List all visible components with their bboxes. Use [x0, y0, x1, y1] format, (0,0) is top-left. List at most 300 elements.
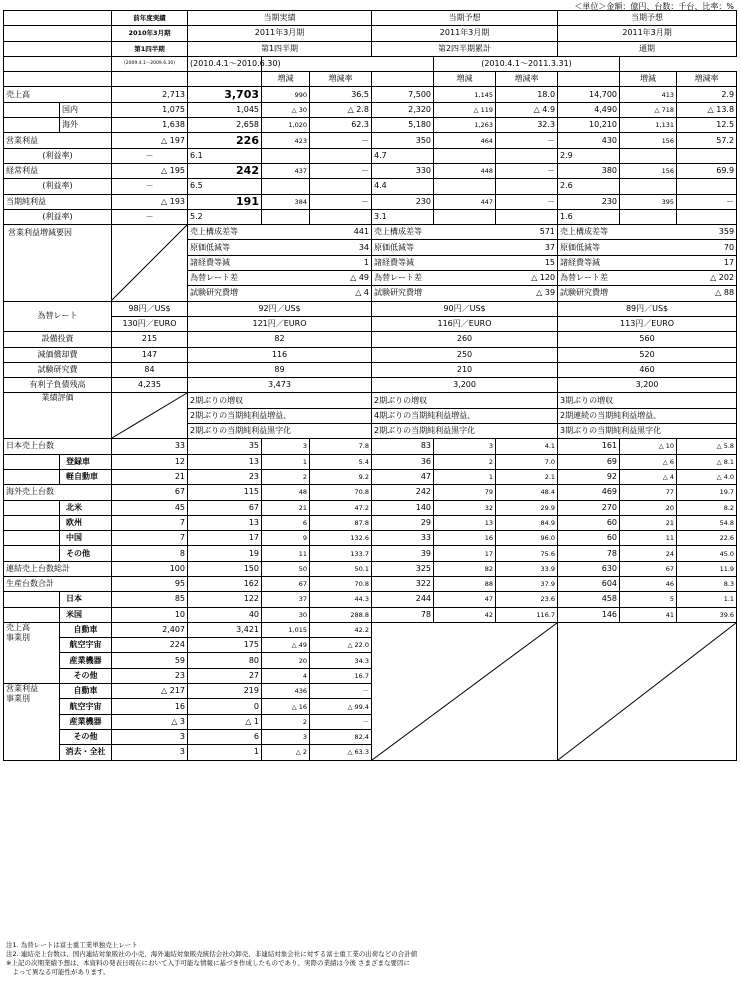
table-row	[4, 592, 737, 607]
units-current-change: 30	[262, 607, 310, 622]
factor-label: 原価低減等	[374, 242, 415, 252]
table-row	[4, 378, 737, 393]
value-current-change: △ 30	[262, 102, 310, 117]
factor-h1	[372, 255, 558, 270]
units-h1-rate: 96.0	[496, 531, 558, 546]
value-h1: 2,320	[372, 102, 434, 117]
table-cell	[496, 209, 558, 224]
table-row	[4, 439, 737, 454]
indent	[4, 531, 60, 546]
units-prev: 45	[112, 500, 188, 515]
table-row	[4, 26, 737, 41]
segment-current-rate: △ 63.3	[310, 745, 372, 760]
row-label-net-income: 当期純利益	[4, 194, 112, 209]
segment-prev: △ 217	[112, 684, 188, 699]
segment-item: 自動車	[60, 684, 112, 699]
units-prev: 10	[112, 607, 188, 622]
indent	[4, 515, 60, 530]
value-current: 226	[188, 133, 262, 148]
units-h1: 29	[372, 515, 434, 530]
factor-value: 441	[353, 227, 370, 237]
table-row	[4, 454, 737, 469]
header-blank	[112, 72, 188, 87]
header-fy-change: 増減	[620, 72, 677, 87]
table-row	[4, 72, 737, 87]
diagonal-line	[112, 225, 187, 300]
row-label-factors	[4, 225, 112, 301]
units-h1-change: 1	[434, 469, 496, 484]
units-h1-rate: 7.0	[496, 454, 558, 469]
header-h1-forecast: 2011年3月期	[372, 26, 558, 41]
header-prev: 第1四半期	[112, 41, 188, 56]
header-blank	[4, 72, 112, 87]
segment-current-rate: －	[310, 714, 372, 729]
value-fy-rate: 69.9	[677, 163, 737, 178]
margin-h1: 3.1	[372, 209, 434, 224]
debt-current: 3,473	[188, 378, 372, 393]
units-current-rate: 70.8	[310, 576, 372, 591]
units-h1: 78	[372, 607, 434, 622]
value-h1-rate: －	[496, 133, 558, 148]
units-h1-change: 13	[434, 515, 496, 530]
rnd-fy: 460	[558, 362, 737, 377]
table-cell	[262, 148, 310, 163]
segment-current: 27	[188, 668, 262, 683]
value-current: 191	[188, 194, 262, 209]
units-h1-rate: 75.6	[496, 546, 558, 561]
value-h1-change: △ 119	[434, 102, 496, 117]
units-h1-change: 16	[434, 531, 496, 546]
factor-h1	[372, 225, 558, 240]
units-fy: 92	[558, 469, 620, 484]
table-cell	[434, 209, 496, 224]
diagonal-line	[112, 393, 187, 438]
value-h1-change: 1,263	[434, 118, 496, 133]
segment-current-change: △ 16	[262, 699, 310, 714]
evaluation-fy: 2期連続の当期純利益増益、	[558, 408, 737, 423]
table-row	[4, 332, 737, 347]
value-h1-rate: 32.3	[496, 118, 558, 133]
row-label-units: 海外売上台数	[4, 485, 112, 500]
units-fy-change: 5	[620, 592, 677, 607]
units-fy: 161	[558, 439, 620, 454]
factor-label: 売上構成差等	[190, 227, 238, 237]
row-label-margin: (利益率)	[4, 179, 112, 194]
value-fy: 430	[558, 133, 620, 148]
header-blank	[558, 72, 620, 87]
value-fy: 10,210	[558, 118, 620, 133]
units-prev: 33	[112, 439, 188, 454]
value-h1: 330	[372, 163, 434, 178]
segment-label: 売上高	[6, 622, 30, 632]
factor-value: 15	[544, 257, 556, 267]
units-fy: 270	[558, 500, 620, 515]
units-fy: 469	[558, 485, 620, 500]
segment-current-rate: △ 99.4	[310, 699, 372, 714]
table-cell	[496, 148, 558, 163]
table-cell	[496, 179, 558, 194]
units-current-rate: 288.8	[310, 607, 372, 622]
header-fy-forecast: 通期	[558, 41, 737, 56]
value-fy: 14,700	[558, 87, 620, 102]
factor-fy	[558, 286, 737, 301]
table-row	[4, 576, 737, 591]
row-label-units-sub: 北米	[60, 500, 112, 515]
indent	[4, 592, 60, 607]
indent	[4, 118, 60, 133]
factor-current	[188, 271, 372, 286]
value-fy: 4,490	[558, 102, 620, 117]
factor-label: 為替レート差	[560, 273, 609, 283]
factor-value: △ 88	[715, 288, 735, 298]
diagonal-cell	[112, 393, 188, 439]
factor-fy	[558, 225, 737, 240]
table-cell	[677, 148, 737, 163]
value-current-rate: △ 2.8	[310, 102, 372, 117]
segment-current-rate: 16.7	[310, 668, 372, 683]
units-fy-rate: 8.3	[677, 576, 737, 591]
segment-prev: 3	[112, 745, 188, 760]
capex-fy: 560	[558, 332, 737, 347]
header-blank	[188, 72, 262, 87]
header-h1-forecast: 当期予想	[372, 11, 558, 26]
units-current-rate: 44.3	[310, 592, 372, 607]
value-fy: 380	[558, 163, 620, 178]
factor-value: 1	[363, 257, 370, 267]
units-fy: 60	[558, 531, 620, 546]
units-current: 35	[188, 439, 262, 454]
header-current-change: 増減	[262, 72, 310, 87]
units-fy-rate: 54.8	[677, 515, 737, 530]
evaluation-fy: 3期ぶりの当期純利益黒字化	[558, 424, 737, 439]
indent	[4, 454, 60, 469]
fx-usd-fy: 89円／US$	[558, 301, 737, 316]
segment-prev: 16	[112, 699, 188, 714]
value-h1: 350	[372, 133, 434, 148]
row-label-evaluation	[4, 393, 112, 439]
segment-current-change: 1,015	[262, 622, 310, 637]
segment-current: 175	[188, 638, 262, 653]
table-row	[4, 485, 737, 500]
header-h1-forecast: 第2四半期累計	[372, 41, 558, 56]
value-current: 2,658	[188, 118, 262, 133]
value-h1: 230	[372, 194, 434, 209]
debt-fy: 3,200	[558, 378, 737, 393]
table-cell	[620, 209, 677, 224]
diagonal-line	[372, 623, 557, 760]
units-h1-rate: 23.6	[496, 592, 558, 607]
units-fy: 146	[558, 607, 620, 622]
units-current-change: 6	[262, 515, 310, 530]
table-row	[4, 179, 737, 194]
footnote-2: 注2. 連結売上台数は、国内連結対象販社の小売、海外連結対象販売統括会社の卸売、非連結対象会社に対する富士重工業の出荷などの合計値	[6, 950, 418, 958]
units-h1: 140	[372, 500, 434, 515]
factor-value: △ 49	[350, 273, 370, 283]
factor-fy	[558, 271, 737, 286]
units-fy: 60	[558, 515, 620, 530]
header-current-rate: 増減率	[310, 72, 372, 87]
footnote-1: 注1. 為替レートは富士重工業単独売上レート	[6, 941, 138, 949]
factor-value: 37	[544, 242, 556, 252]
margin-current: 6.5	[188, 179, 262, 194]
segment-item: その他	[60, 668, 112, 683]
units-fy-change: △ 4	[620, 469, 677, 484]
factor-current	[188, 286, 372, 301]
evaluation-h1: 4期ぶりの当期純利益増益、	[372, 408, 558, 423]
table-row	[4, 102, 737, 117]
table-row	[4, 561, 737, 576]
units-current: 40	[188, 607, 262, 622]
segment-current-change: 3	[262, 729, 310, 744]
value-current-change: 1,020	[262, 118, 310, 133]
value-current-change: 437	[262, 163, 310, 178]
segment-current-rate: 34.3	[310, 653, 372, 668]
segment-item: 消去・全社	[60, 745, 112, 760]
indent	[4, 469, 60, 484]
indent	[4, 500, 60, 515]
factor-label: 試験研究費増	[374, 288, 423, 298]
value-current-rate: －	[310, 194, 372, 209]
row-label-debt: 有利子負債残高	[4, 378, 112, 393]
segment-item: その他	[60, 729, 112, 744]
units-h1: 39	[372, 546, 434, 561]
row-label-units-sub: 欧州	[60, 515, 112, 530]
units-fy-rate: 45.0	[677, 546, 737, 561]
table-row	[4, 225, 737, 240]
header-prev: 前年度実績	[112, 11, 188, 26]
value-fy-rate: 2.9	[677, 87, 737, 102]
value-prev: △ 193	[112, 194, 188, 209]
segment-label: 営業利益	[6, 684, 38, 694]
units-h1-change: 42	[434, 607, 496, 622]
segment-current-change: 436	[262, 684, 310, 699]
value-fy-change: △ 718	[620, 102, 677, 117]
factor-label: 為替レート差	[190, 273, 238, 283]
table-row	[4, 11, 737, 26]
value-h1-change: 448	[434, 163, 496, 178]
diagonal-cell	[112, 225, 188, 301]
units-h1-rate: 84.9	[496, 515, 558, 530]
table-cell	[620, 179, 677, 194]
units-fy-change: 21	[620, 515, 677, 530]
units-h1: 33	[372, 531, 434, 546]
segment-current: 6	[188, 729, 262, 744]
row-label-units-sub: その他	[60, 546, 112, 561]
units-current-rate: 50.1	[310, 561, 372, 576]
value-current-rate: 36.5	[310, 87, 372, 102]
margin-fy: 2.6	[558, 179, 620, 194]
units-current-change: 9	[262, 531, 310, 546]
evaluation-current: 2期ぶりの当期純利益増益、	[188, 408, 372, 423]
units-fy: 458	[558, 592, 620, 607]
results-table	[3, 10, 737, 761]
units-current-rate: 9.2	[310, 469, 372, 484]
header-current-period: (2010.4.1～2010.6.30)	[188, 56, 262, 71]
segment-current-rate: △ 22.0	[310, 638, 372, 653]
footnotes	[6, 941, 736, 977]
footnote-4: よって異なる可能性があります。	[6, 968, 110, 976]
units-current-rate: 5.4	[310, 454, 372, 469]
value-h1-change: 1,145	[434, 87, 496, 102]
fx-eur-current: 121円／EURO	[188, 316, 372, 331]
row-label-fx: 為替レート	[4, 301, 112, 332]
segment-label: 事業別	[6, 632, 30, 642]
factor-value: △ 202	[710, 273, 735, 283]
row-label-units: 連結売上台数総計	[4, 561, 112, 576]
units-h1-rate: 29.9	[496, 500, 558, 515]
value-prev: 1,075	[112, 102, 188, 117]
table-row	[4, 546, 737, 561]
units-fy-change: △ 6	[620, 454, 677, 469]
units-fy: 630	[558, 561, 620, 576]
segment-current: 3,421	[188, 622, 262, 637]
table-cell	[310, 209, 372, 224]
value-current-change: 990	[262, 87, 310, 102]
dep-h1: 250	[372, 347, 558, 362]
fx-eur-fy: 113円／EURO	[558, 316, 737, 331]
factor-current	[188, 240, 372, 255]
factor-current	[188, 225, 372, 240]
units-h1: 36	[372, 454, 434, 469]
units-fy: 69	[558, 454, 620, 469]
segment-current-change: △ 49	[262, 638, 310, 653]
units-current: 13	[188, 454, 262, 469]
header-blank	[4, 56, 112, 71]
row-label-ordinary-income: 経常利益	[4, 163, 112, 178]
segment-item: 航空宇宙	[60, 638, 112, 653]
factor-label: 売上構成差等	[374, 227, 423, 237]
units-current-change: 1	[262, 454, 310, 469]
factor-value: 571	[539, 227, 556, 237]
table-row	[4, 56, 737, 71]
value-current-rate: －	[310, 133, 372, 148]
debt-h1: 3,200	[372, 378, 558, 393]
segment-current: 219	[188, 684, 262, 699]
table-cell	[677, 179, 737, 194]
table-row	[4, 148, 737, 163]
table-row	[4, 118, 737, 133]
table-row	[4, 515, 737, 530]
table-row	[4, 607, 737, 622]
factors-label: 営業利益増減要因	[8, 228, 72, 238]
value-current-change: 384	[262, 194, 310, 209]
table-row	[4, 500, 737, 515]
capex-prev: 215	[112, 332, 188, 347]
units-prev: 67	[112, 485, 188, 500]
value-fy-change: 156	[620, 163, 677, 178]
factor-fy	[558, 240, 737, 255]
value-h1-change: 447	[434, 194, 496, 209]
units-fy-change: 77	[620, 485, 677, 500]
fx-usd-prev: 98円／US$	[112, 301, 188, 316]
segment-current-rate: －	[310, 684, 372, 699]
factor-label: 原価低減等	[560, 242, 601, 252]
units-prev: 85	[112, 592, 188, 607]
units-current-change: 11	[262, 546, 310, 561]
factor-value: 70	[723, 242, 735, 252]
units-current: 162	[188, 576, 262, 591]
header-current: 2011年3月期	[188, 26, 372, 41]
row-label-units-sub: 日本	[60, 592, 112, 607]
rnd-prev: 84	[112, 362, 188, 377]
value-fy-rate: 12.5	[677, 118, 737, 133]
row-label-sales: 売上高	[4, 87, 112, 102]
units-h1-rate: 4.1	[496, 439, 558, 454]
header-prev-period: (2009.4.1～2009.6.30)	[112, 56, 188, 71]
units-h1-rate: 33.9	[496, 561, 558, 576]
segment-item: 産業機器	[60, 653, 112, 668]
value-fy-rate: －	[677, 194, 737, 209]
debt-prev: 4,235	[112, 378, 188, 393]
units-fy-rate: △ 5.8	[677, 439, 737, 454]
table-cell	[677, 209, 737, 224]
row-label-units: 日本売上台数	[4, 439, 112, 454]
table-row	[4, 469, 737, 484]
units-h1-rate: 116.7	[496, 607, 558, 622]
value-prev: △ 197	[112, 133, 188, 148]
units-current-change: 48	[262, 485, 310, 500]
units-current-change: 67	[262, 576, 310, 591]
row-label-segment-sales	[4, 622, 60, 683]
factor-current	[188, 255, 372, 270]
value-h1-rate: △ 4.9	[496, 102, 558, 117]
units-fy: 604	[558, 576, 620, 591]
table-row	[4, 622, 737, 637]
units-current-rate: 87.8	[310, 515, 372, 530]
diagonal-line	[558, 623, 736, 760]
fx-usd-h1: 90円／US$	[372, 301, 558, 316]
header-current: 第1四半期	[188, 41, 372, 56]
segment-prev: 59	[112, 653, 188, 668]
units-fy-change: 20	[620, 500, 677, 515]
units-h1-rate: 48.4	[496, 485, 558, 500]
units-current: 150	[188, 561, 262, 576]
value-current: 1,045	[188, 102, 262, 117]
evaluation-label: 業績評価	[41, 393, 74, 403]
factor-label: 諸経費等減	[560, 257, 601, 267]
factor-fy	[558, 255, 737, 270]
value-h1-rate: 18.0	[496, 87, 558, 102]
row-label-units: 生産台数合計	[4, 576, 112, 591]
units-current: 115	[188, 485, 262, 500]
value-h1-change: 464	[434, 133, 496, 148]
rnd-h1: 210	[372, 362, 558, 377]
indent	[4, 607, 60, 622]
value-prev: 1,638	[112, 118, 188, 133]
table-cell	[262, 209, 310, 224]
units-fy-change: 46	[620, 576, 677, 591]
table-row	[4, 362, 737, 377]
indent	[4, 102, 60, 117]
factor-value: △ 39	[536, 288, 556, 298]
segment-prev: 3	[112, 729, 188, 744]
margin-prev: －	[112, 148, 188, 163]
table-row	[4, 41, 737, 56]
row-label-overseas: 海外	[60, 118, 112, 133]
header-h1-rate: 増減率	[496, 72, 558, 87]
header-prev: 2010年3月期	[112, 26, 188, 41]
units-fy-rate: 39.6	[677, 607, 737, 622]
factor-value: 359	[718, 227, 735, 237]
margin-current: 5.2	[188, 209, 262, 224]
units-h1: 325	[372, 561, 434, 576]
units-h1: 47	[372, 469, 434, 484]
header-blank	[262, 56, 434, 71]
units-current-change: 50	[262, 561, 310, 576]
units-current-change: 37	[262, 592, 310, 607]
header-fy-forecast: 2011年3月期	[558, 26, 737, 41]
value-fy: 230	[558, 194, 620, 209]
